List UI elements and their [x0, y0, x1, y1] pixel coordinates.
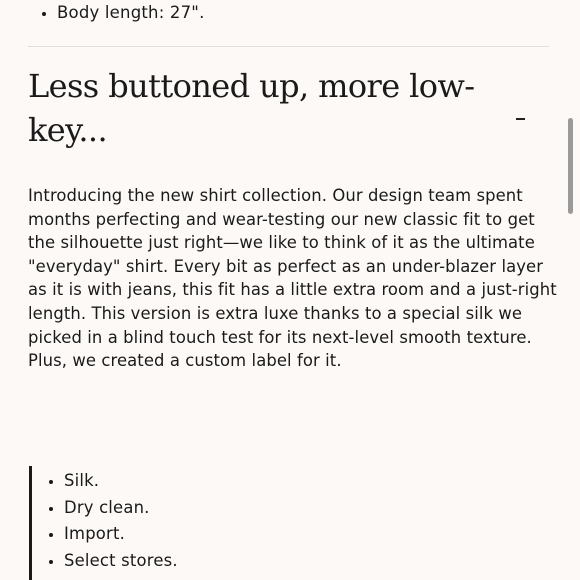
spec-item-body-length: • Body length: 27".: [57, 0, 205, 26]
details-accent-bar: [29, 466, 32, 580]
minus-icon: [516, 118, 525, 120]
detail-item-material: • Silk.: [64, 468, 178, 495]
collapse-toggle-button[interactable]: [512, 104, 528, 124]
section-divider: [28, 46, 549, 47]
scrollbar-thumb[interactable]: [568, 118, 573, 214]
detail-item-origin: • Import.: [64, 521, 178, 548]
detail-item-care: • Dry clean.: [64, 495, 178, 522]
spec-list: [28, 0, 205, 26]
section-heading: Less buttoned up, more low-key...: [28, 67, 475, 149]
detail-item-availability: • Select stores.: [64, 548, 178, 575]
product-description: Introducing the new shirt collection. Our design team spent months perfecting and wear-testing our new classic fit to get the silhouette just right—we like to think of it as the ultimate "everyday" shirt. Every bit as perfect as an under-blazer layer as it is with jeans, this fit has a little extra room and a just-right length. This version is extra luxe thanks to a special silk we picked in a blind touch test for its next-level smooth texture. Plus, we created a custom label for it.: [28, 186, 557, 371]
product-details-list: [36, 468, 178, 574]
